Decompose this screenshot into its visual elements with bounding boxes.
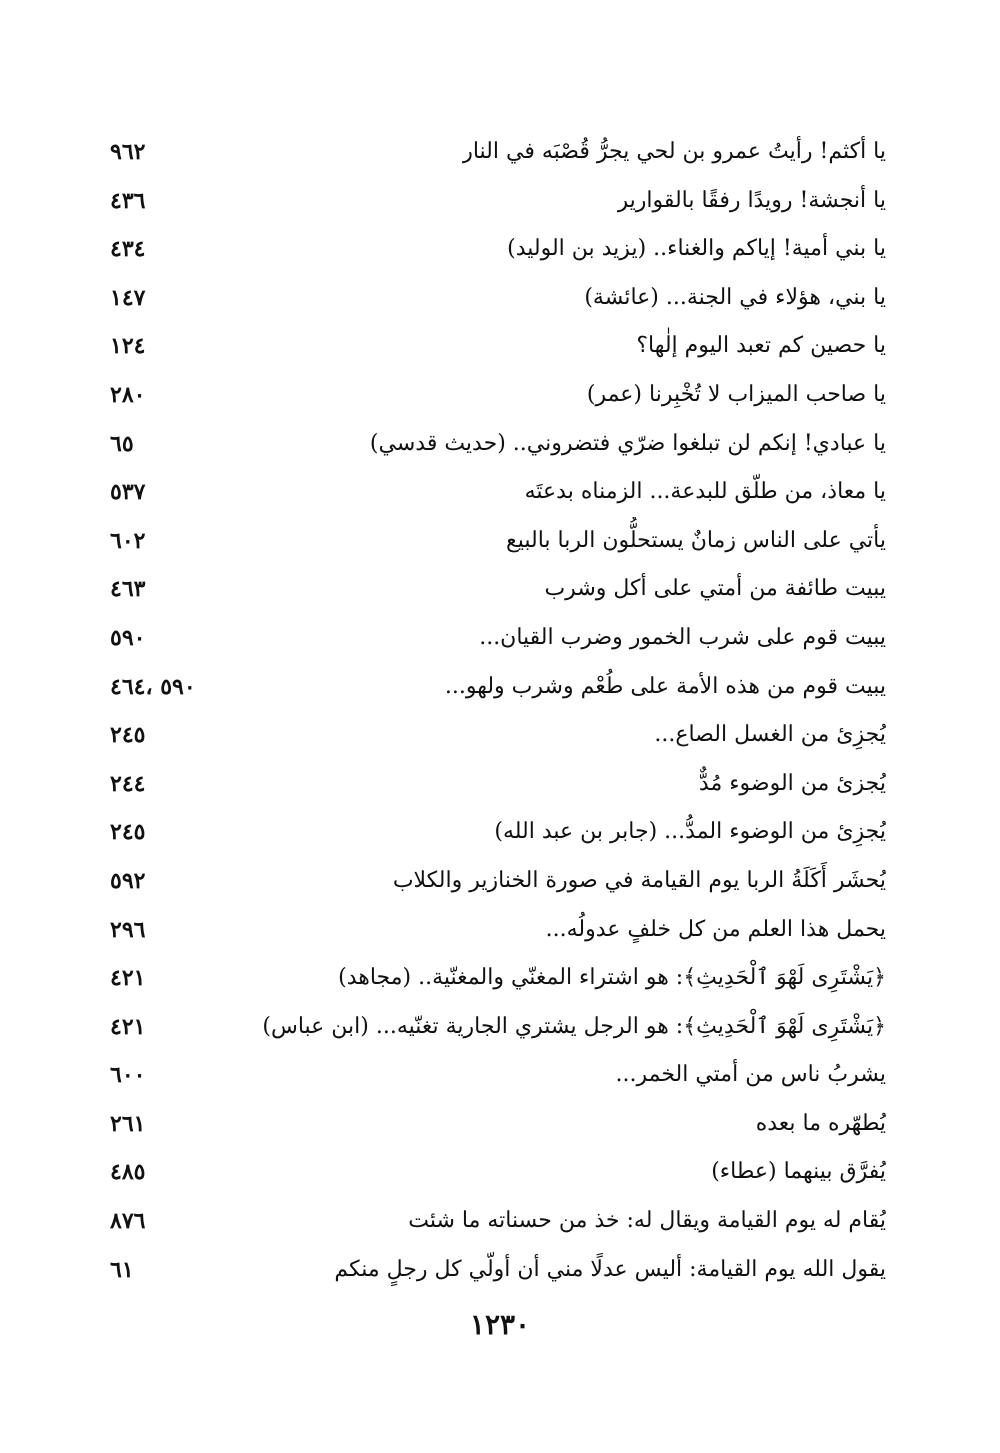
index-entry (110, 420, 886, 469)
entry-page-number: ٤٢١ (110, 965, 146, 992)
index-entry (110, 1003, 886, 1052)
entry-page-number: ٤٣٦ (110, 187, 146, 214)
entry-page-number: ٥٩٠ ،٤٦٤ (110, 673, 196, 700)
entry-text: يُجزئ من الوضوء مُدٌّ (698, 770, 886, 796)
hadith-index-list (110, 128, 886, 1294)
index-entry (110, 1051, 886, 1100)
entry-page-number: ٨٧٦ (110, 1208, 146, 1235)
entry-text: يا معاذ، من طلّق للبدعة... الزمناه بدعتَه (524, 479, 886, 505)
entry-page-number: ٤٨٥ (110, 1159, 146, 1186)
entry-page-number: ٥٩٢ (110, 867, 146, 894)
entry-page-number: ٤٣٤ (110, 236, 146, 263)
entry-text: يا أنجشة! رويدًا رفقًا بالقوارير (617, 187, 886, 213)
index-entry (110, 760, 886, 809)
entry-text: يقول الله يوم القيامة: أليس عدلًا مني أن أولّي كل رجلٍ منكم (334, 1256, 886, 1282)
index-entry (110, 468, 886, 517)
index-entry (110, 1100, 886, 1149)
entry-text: يُحشَر أَكَلَةُ الربا يوم القيامة في صورة الخنازير والكلاب (392, 867, 886, 893)
entry-page-number: ٩٦٢ (110, 139, 146, 165)
entry-text: يُطهّره ما بعده (755, 1110, 886, 1136)
index-entry (110, 322, 886, 371)
index-entry (110, 857, 886, 906)
entry-text: يا أكثم! رأيتُ عمرو بن لحي يجرُّ قُصْبَه في النار (462, 139, 886, 164)
entry-text: يُجزِئ من الغسل الصاع... (654, 722, 886, 748)
entry-text: يُفرَّق بينهما (عطاء) (711, 1159, 886, 1185)
entry-text: يا بني، هؤلاء في الجنة... (عائشة) (584, 284, 886, 310)
index-entry (110, 128, 886, 177)
entry-page-number: ٦٠٠ (110, 1062, 146, 1089)
entry-page-number: ٢٨٠ (110, 381, 146, 408)
entry-page-number: ٢٤٤ (110, 770, 146, 797)
entry-text: يشربُ ناس من أمتي الخمر... (615, 1062, 886, 1088)
entry-page-number: ٢٤٥ (110, 819, 146, 846)
entry-page-number: ٤٢١ (110, 1013, 146, 1040)
entry-text: يبيت طائفة من أمتي على أكل وشرب (544, 576, 886, 602)
entry-text: ﴿يَشْتَرِى لَهْوَ ٱلْحَدِيثِ﴾: هو الرجل يشتري الجارية تغنّيه... (ابن عباس) (262, 1013, 886, 1039)
entry-text: يا حصين كم تعبد اليوم إلٰها؟ (636, 333, 886, 359)
entry-text: يُجزِئ من الوضوء المدُّ... (جابر بن عبد الله) (494, 819, 886, 845)
entry-page-number: ٦٥ (110, 430, 134, 457)
entry-text: يُقام له يوم القيامة ويقال له: خذ من حسناته ما شئت (408, 1208, 886, 1234)
entry-page-number: ٤٦٣ (110, 576, 146, 603)
entry-page-number: ١٢٤ (110, 333, 146, 360)
entry-page-number: ٦١ (110, 1256, 134, 1283)
index-entry (110, 711, 886, 760)
index-entry (110, 225, 886, 274)
index-entry (110, 663, 886, 712)
entry-page-number: ٦٠٢ (110, 527, 146, 554)
index-entry (110, 371, 886, 420)
entry-page-number: ٥٣٧ (110, 479, 146, 506)
index-entry (110, 1148, 886, 1197)
page-number: ١٢٣٠ (469, 1308, 531, 1341)
entry-text: يا عبادي! إنكم لن تبلغوا ضرّي فتضروني.. (حديث قدسي) (369, 430, 886, 456)
index-entry (110, 274, 886, 323)
entry-text: ﴿يَشْتَرِى لَهْوَ ٱلْحَدِيثِ﴾: هو اشتراء المغنّي والمغنّية.. (مجاهد) (338, 965, 886, 991)
index-entry (110, 517, 886, 566)
index-entry (110, 1246, 886, 1295)
entry-page-number: ٢٩٦ (110, 916, 146, 943)
entry-text: يا بني أمية! إياكم والغناء.. (يزيد بن الوليد) (507, 236, 886, 262)
index-entry (110, 808, 886, 857)
entry-page-number: ٢٦١ (110, 1110, 146, 1137)
entry-page-number: ٥٩٠ (110, 624, 146, 651)
index-entry (110, 906, 886, 955)
entry-text: يبيت قوم على شرب الخمور وضرب القيان... (479, 624, 886, 650)
index-entry (110, 177, 886, 226)
index-entry (110, 1197, 886, 1246)
index-entry (110, 954, 886, 1003)
entry-page-number: ٢٤٥ (110, 722, 146, 749)
entry-text: يأتي على الناس زمانٌ يستحلُّون الربا بالبيع (506, 527, 886, 553)
index-entry (110, 565, 886, 614)
entry-text: يبيت قوم من هذه الأمة على طُعْم وشرب ولهو... (444, 673, 886, 699)
entry-text: يحمل هذا العلم من كل خلفٍ عدولُه... (545, 916, 886, 942)
entry-text: يا صاحب الميزاب لا تُخْبِرنا (عمر) (586, 381, 886, 407)
index-entry (110, 614, 886, 663)
entry-page-number: ١٤٧ (110, 284, 146, 311)
